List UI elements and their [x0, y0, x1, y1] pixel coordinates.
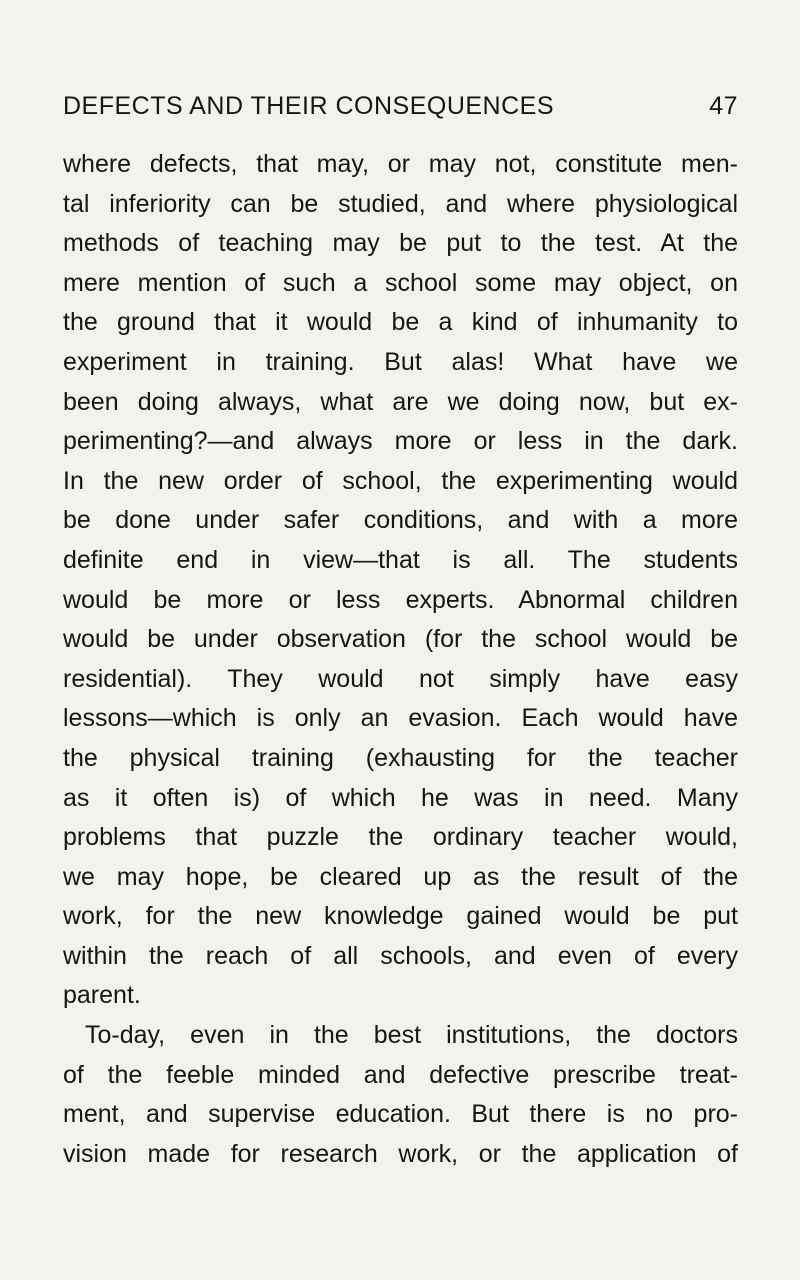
text-line: within the reach of all schools, and even of every — [63, 941, 738, 970]
page-number: 47 — [709, 92, 738, 120]
text-line: perimenting?—and always more or less in the dark. — [63, 427, 738, 456]
text-line: where defects, that may, or may not, constitute men- — [63, 150, 738, 178]
text-line: problems that puzzle the ordinary teacher would, — [63, 823, 738, 852]
chapter-title: DEFECTS AND THEIR CONSEQUENCES — [63, 92, 555, 120]
text-line: the physical training (exhausting for the teacher — [63, 743, 738, 772]
text-line: work, for the new knowledge gained would be put — [63, 902, 738, 931]
text-line: definite end in view—that is all. The students — [63, 545, 738, 574]
text-line-paragraph-start: To-day, even in the best institutions, the doctors — [85, 1021, 738, 1050]
text-line: experiment in training. But alas! What have we — [63, 347, 738, 376]
text-line: residential). They would not simply have easy — [63, 664, 738, 693]
text-line: as it often is) of which he was in need. Many — [63, 783, 738, 812]
text-line: the ground that it would be a kind of inhumanity to — [63, 308, 738, 337]
text-line: mere mention of such a school some may object, on — [63, 268, 738, 297]
text-line-paragraph-end: parent. — [63, 981, 141, 1010]
text-line: lessons—which is only an evasion. Each would have — [63, 704, 738, 733]
text-line: tal inferiority can be studied, and where physiological — [63, 189, 738, 218]
text-line: be done under safer conditions, and with a more — [63, 506, 738, 535]
body-text — [63, 145, 738, 1174]
text-line: would be under observation (for the school would be — [63, 625, 738, 654]
text-line: methods of teaching may be put to the test. At the — [63, 229, 738, 258]
text-line: of the feeble minded and defective prescribe treat- — [63, 1060, 738, 1089]
text-line: we may hope, be cleared up as the result of the — [63, 862, 738, 891]
text-line: In the new order of school, the experimenting would — [63, 466, 738, 495]
text-line: been doing always, what are we doing now, but ex- — [63, 387, 738, 416]
text-line: would be more or less experts. Abnormal children — [63, 585, 738, 614]
text-line: ment, and supervise education. But there is no pro- — [63, 1100, 738, 1129]
running-head — [63, 92, 738, 132]
text-line: vision made for research work, or the application of — [63, 1139, 738, 1168]
